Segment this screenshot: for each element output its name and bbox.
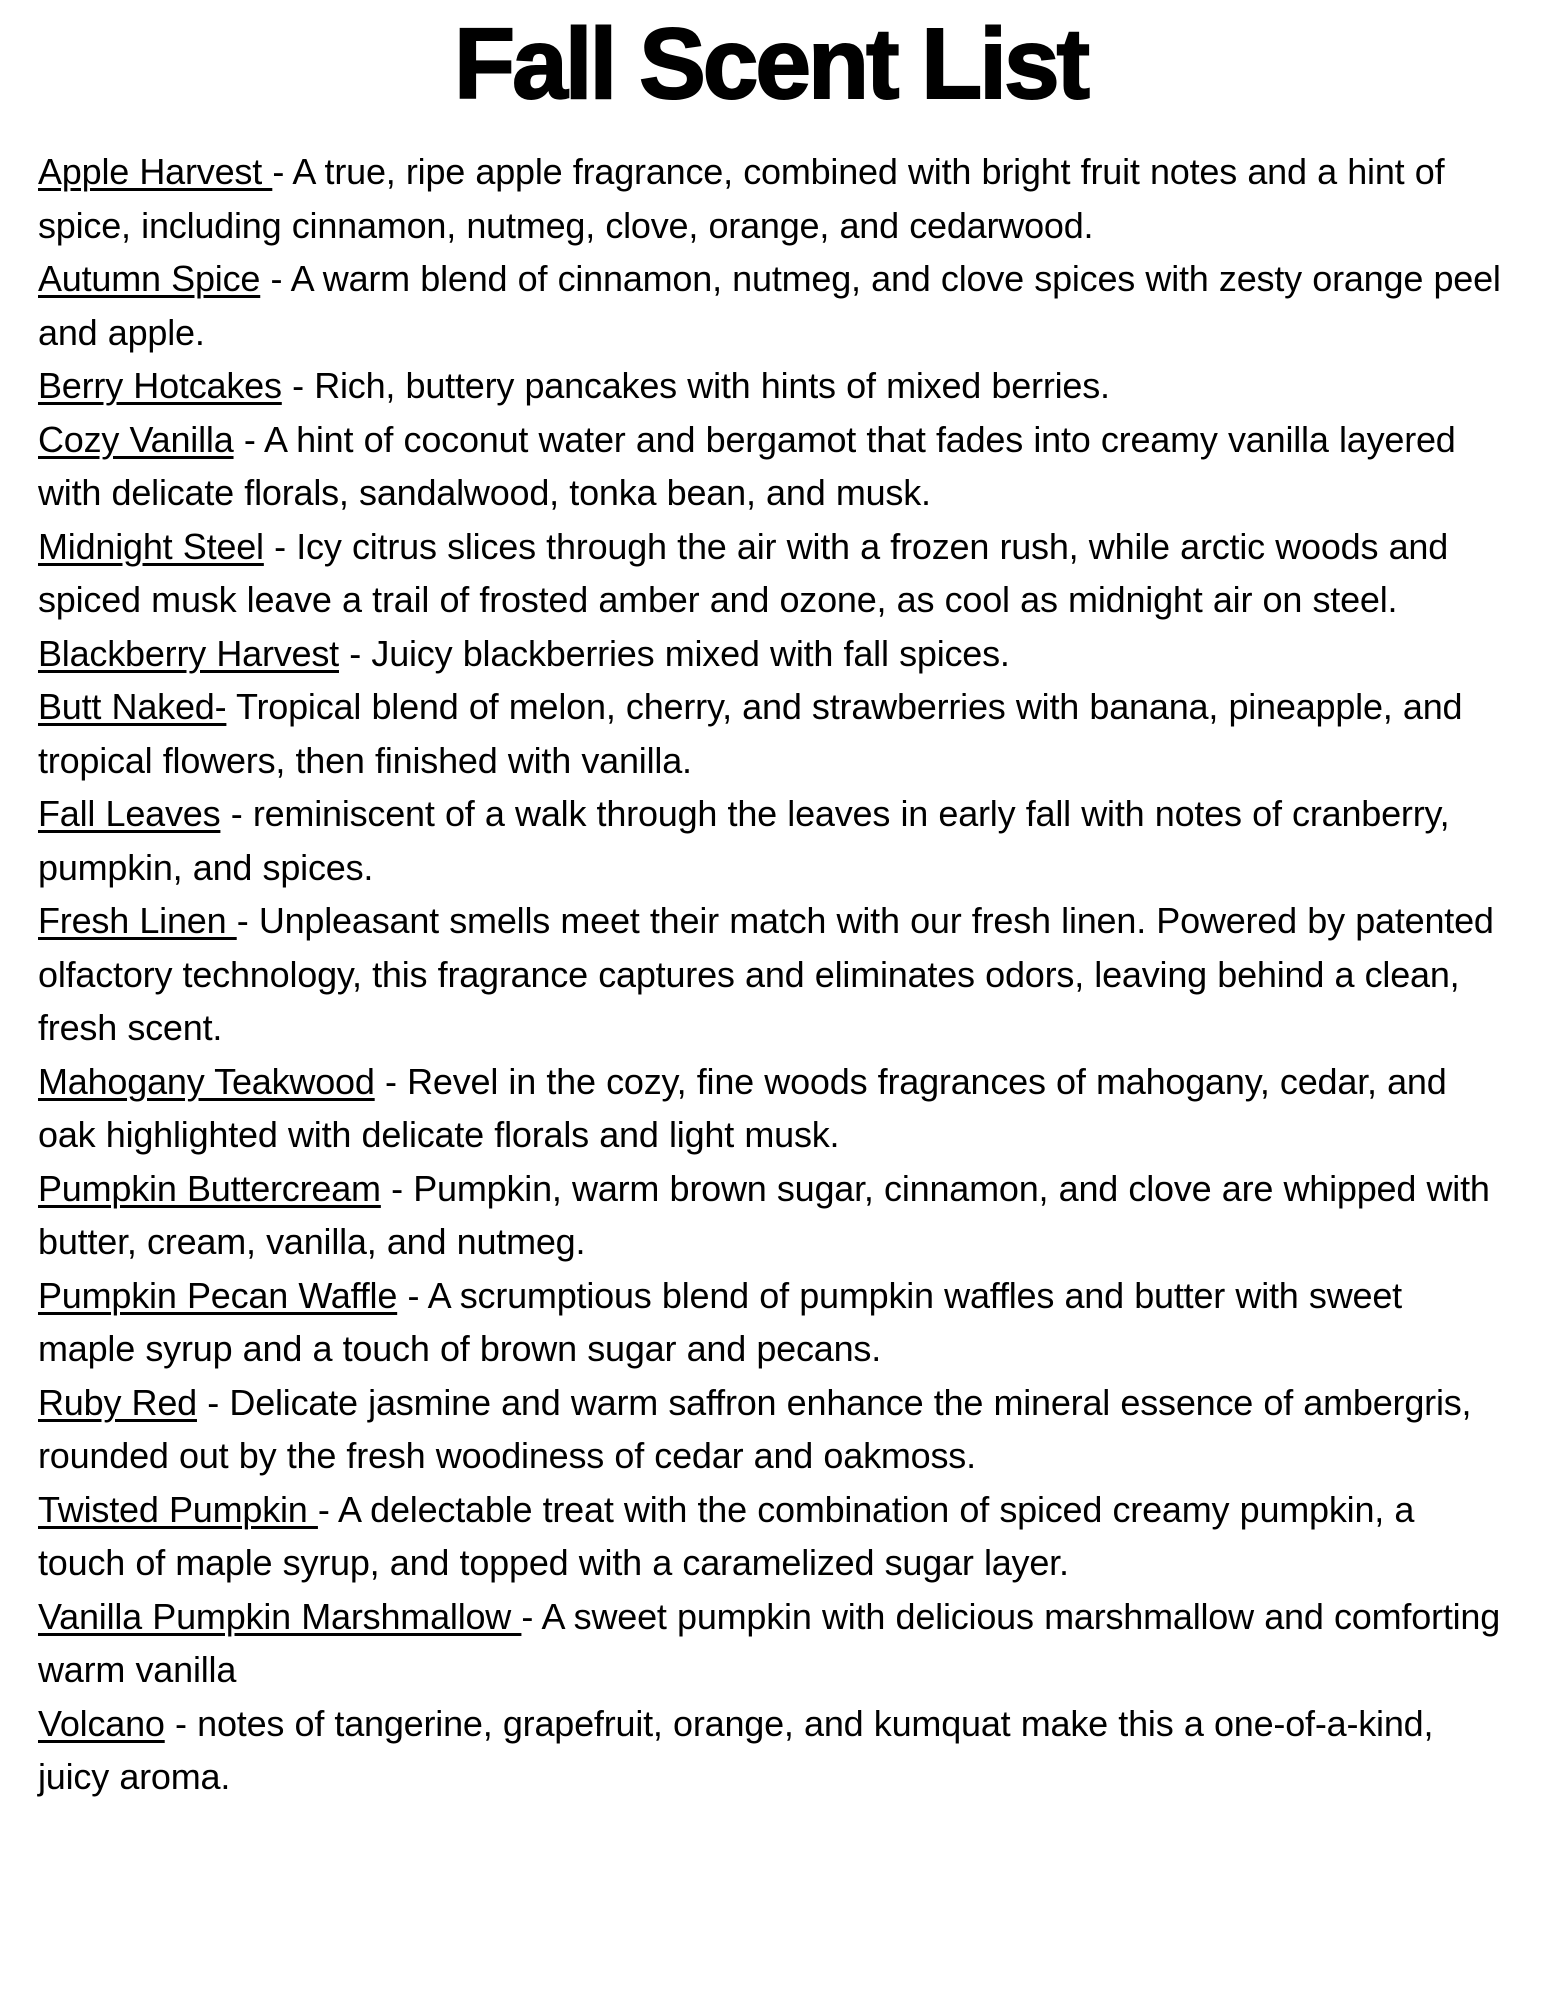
scent-entry (38, 1697, 1503, 1804)
scent-description: A scrumptious blend of pumpkin waffles and butter with sweet maple syrup and a touch of brown sugar and pecans. (38, 1274, 1402, 1369)
scent-description: Rich, buttery pancakes with hints of mixed berries. (314, 365, 1110, 406)
scent-description: A sweet pumpkin with delicious marshmallow and comforting warm vanilla (38, 1595, 1501, 1690)
scent-entry (38, 252, 1503, 359)
scent-name: Mahogany Teakwood (38, 1060, 375, 1102)
scent-list (38, 145, 1503, 1804)
scent-description: Tropical blend of melon, cherry, and strawberries with banana, pineapple, and tropical flowers, then finished with vanilla. (38, 686, 1463, 781)
scent-entry (38, 680, 1503, 787)
scent-description: Pumpkin, warm brown sugar, cinnamon, and clove are whipped with butter, cream, vanilla, and nutmeg. (38, 1167, 1490, 1262)
scent-entry (38, 1162, 1503, 1269)
scent-name: Midnight Steel (38, 525, 264, 567)
scent-description: A hint of coconut water and bergamot that fades into creamy vanilla layered with delicate florals, sandalwood, tonka bean, and musk. (38, 418, 1456, 513)
scent-separator: - (196, 1381, 230, 1423)
scent-name: Fresh Linen (38, 900, 237, 941)
scent-description: Unpleasant smells meet their match with our fresh linen. Powered by patented olfactory technology, this fragrance captures and eliminates odors, leaving behind a clean, fresh scent. (38, 900, 1494, 1048)
scent-name: Pumpkin Pecan Waffle (38, 1274, 398, 1316)
page-title: Fall Scent List (454, 8, 1087, 120)
scent-entry (38, 1483, 1503, 1590)
scent-name: Apple Harvest (38, 151, 273, 192)
scent-entry (38, 359, 1503, 413)
scent-name: Pumpkin Buttercream (38, 1167, 381, 1209)
scent-description: Revel in the cozy, fine woods fragrances of mahogany, cedar, and oak highlighted with delicate florals and light musk. (38, 1060, 1447, 1155)
scent-name: Twisted Pumpkin (38, 1488, 318, 1530)
scent-name: Ruby Red (38, 1381, 197, 1423)
scent-separator: - (338, 632, 372, 674)
scent-entry (38, 1590, 1503, 1697)
scent-separator: - (263, 525, 297, 567)
scent-entry (38, 627, 1503, 681)
scent-separator: - (164, 1702, 198, 1744)
scent-entry (38, 413, 1503, 520)
scent-entry (38, 1269, 1503, 1376)
scent-separator: - (281, 365, 315, 406)
scent-name: Fall Leaves (38, 793, 221, 834)
scent-description: Juicy blackberries mixed with fall spices. (371, 632, 1010, 674)
scent-name: Volcano (38, 1702, 165, 1744)
scent-separator: - (317, 1488, 339, 1530)
scent-description: A warm blend of cinnamon, nutmeg, and clove spices with zesty orange peel and apple. (38, 258, 1501, 353)
scent-separator: - (521, 1595, 542, 1637)
scent-name: Vanilla Pumpkin Marshmallow (38, 1595, 522, 1637)
scent-entry (38, 1376, 1503, 1483)
scent-separator: - (272, 151, 293, 192)
scent-entry (38, 145, 1503, 252)
scent-separator: - (220, 793, 253, 834)
scent-separator: - (374, 1060, 408, 1102)
scent-name: Butt Naked- (38, 686, 227, 727)
scent-separator: - (260, 258, 291, 299)
scent-separator: - (380, 1167, 414, 1209)
scent-entry (38, 520, 1503, 627)
scent-entry (38, 894, 1503, 1055)
scent-entry (38, 1055, 1503, 1162)
scent-separator: - (397, 1274, 428, 1316)
scent-name: Autumn Spice (38, 258, 261, 299)
scent-separator: - (236, 900, 259, 941)
scent-description: A true, ripe apple fragrance, combined with bright fruit notes and a hint of spice, including cinnamon, nutmeg, clove, orange, and cedarwood. (38, 151, 1445, 246)
scent-description: reminiscent of a walk through the leaves in early fall with notes of cranberry, pumpkin, and spices. (38, 793, 1450, 888)
scent-name: Berry Hotcakes (38, 365, 282, 406)
scent-name: Cozy Vanilla (38, 418, 234, 460)
scent-description: Delicate jasmine and warm saffron enhance the mineral essence of ambergris, rounded out by the fresh woodiness of cedar and oakmoss. (38, 1381, 1472, 1476)
scent-name: Blackberry Harvest (38, 632, 339, 674)
scent-description: A delectable treat with the combination of spiced creamy pumpkin, a touch of maple syrup, and topped with a caramelized sugar layer. (38, 1488, 1415, 1583)
scent-entry (38, 787, 1503, 894)
scent-separator: - (233, 418, 264, 460)
scent-separator (226, 686, 236, 727)
scent-description: notes of tangerine, grapefruit, orange, and kumquat make this a one-of-a-kind, juicy aroma. (38, 1702, 1434, 1797)
scent-description: Icy citrus slices through the air with a frozen rush, while arctic woods and spiced musk leave a trail of frosted amber and ozone, as cool as midnight air on steel. (38, 525, 1449, 620)
